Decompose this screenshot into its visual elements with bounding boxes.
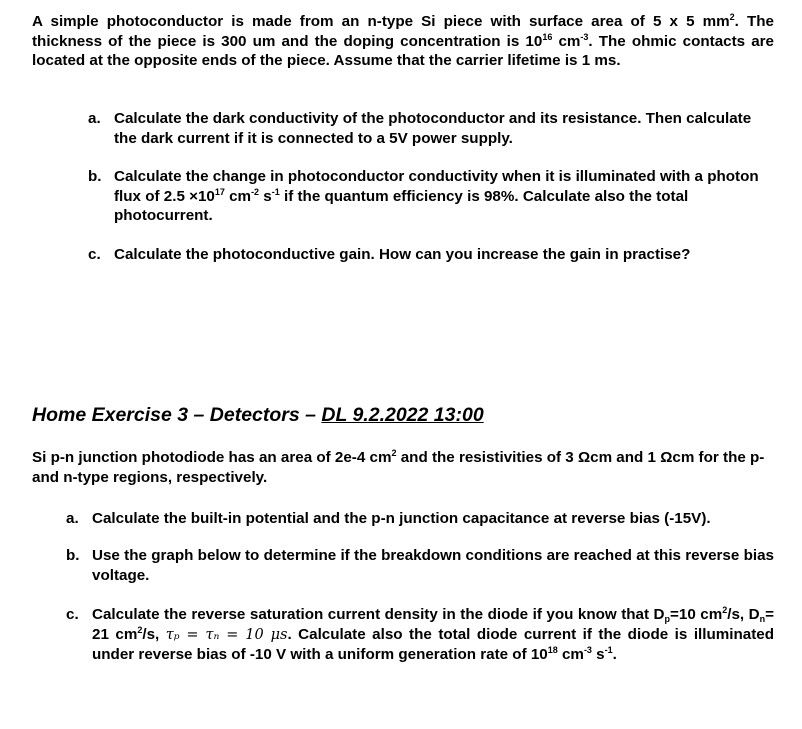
item-marker: c. [66, 606, 79, 623]
superscript: 16 [542, 31, 553, 42]
item-text: s [591, 646, 605, 663]
item-text: Calculate the dark conductivity of the photoconductor and its resistance. Then calculate the dark current if it is connected to a 5V power supply. [114, 110, 752, 147]
item-text: =10 cm [670, 606, 723, 623]
item-text: /s, [142, 625, 166, 643]
problem1-intro [32, 12, 774, 71]
item-text: . Calculate also the total diode current if the diode is illuminated under reverse bias of -10 V with a uniform generation rate of 10 [92, 625, 774, 663]
item-text: Calculate the built-in potential and the p-n junction capacitance at reverse bias (-15V). [92, 510, 711, 527]
problem2-item-c [66, 605, 774, 665]
problem1-item-a [88, 109, 774, 148]
item-text: Calculate the change in photoconductor conductivity when it is illuminated with a photon flux of 2.5 ×10 [114, 168, 759, 205]
superscript: 17 [214, 186, 225, 197]
heading-title: Home Exercise 3 – Detectors – [32, 404, 322, 426]
superscript: 2 [722, 605, 728, 615]
item-text: cm [557, 646, 584, 663]
problem2-intro-text: and the resistivities of 3 Ωcm and 1 Ωcm for the p- and n-type regions, respectively. [32, 449, 765, 486]
subscript: n [759, 614, 766, 624]
superscript: -1 [604, 645, 613, 655]
item-text: Calculate the reverse saturation current density in the diode if you know that D [92, 606, 665, 623]
problem1-item-c [88, 245, 774, 265]
section-heading [32, 404, 484, 427]
item-text: cm [224, 187, 252, 205]
superscript: -2 [251, 186, 260, 197]
item-marker: b. [66, 547, 80, 564]
heading-deadline: DL 9.2.2022 13:00 [321, 404, 484, 426]
superscript: 2 [729, 12, 735, 22]
problem1-item-b [88, 167, 774, 226]
math-expression: τₚ = τₙ = 10 μs [165, 626, 288, 643]
problem1-intro-text: cm [552, 32, 581, 50]
problem2-intro-text: Si p-n junction photodiode has an area of 2e-4 cm [32, 449, 392, 466]
problem2-intro [32, 448, 774, 487]
problem1-intro-text: . The ohmic contacts are located at the opposite ends of the piece. Assume that the carrier lifetime is 1 ms. [32, 32, 774, 69]
problem2-item-a [66, 509, 774, 529]
superscript: -3 [580, 31, 589, 42]
item-marker: a. [66, 510, 79, 527]
superscript: -1 [271, 186, 280, 197]
item-text: . [612, 646, 617, 663]
problem2-item-b [66, 546, 774, 585]
item-text: /s, D [727, 606, 760, 623]
item-marker: b. [88, 168, 102, 185]
subscript: p [664, 614, 671, 624]
problem1-intro-text: A simple photoconductor is made from an n-type Si piece with surface area of 5 x 5 mm [32, 13, 730, 30]
superscript: -3 [583, 645, 592, 655]
item-text: if the quantum efficiency is 98%. Calculate also the total photocurrent. [114, 187, 689, 224]
item-marker: a. [88, 110, 101, 127]
item-marker: c. [88, 246, 101, 263]
superscript: 18 [547, 645, 558, 655]
problem1-intro-text: . The thickness of the piece is 300 um and the doping concentration is 10 [32, 13, 774, 50]
item-text: Use the graph below to determine if the breakdown conditions are reached at this reverse bias voltage. [92, 547, 774, 584]
superscript: 2 [137, 624, 143, 635]
item-text: Calculate the photoconductive gain. How can you increase the gain in practise? [114, 246, 691, 263]
item-text: s [259, 187, 272, 205]
item-text: = 21 cm [92, 606, 774, 643]
superscript: 2 [391, 448, 397, 458]
